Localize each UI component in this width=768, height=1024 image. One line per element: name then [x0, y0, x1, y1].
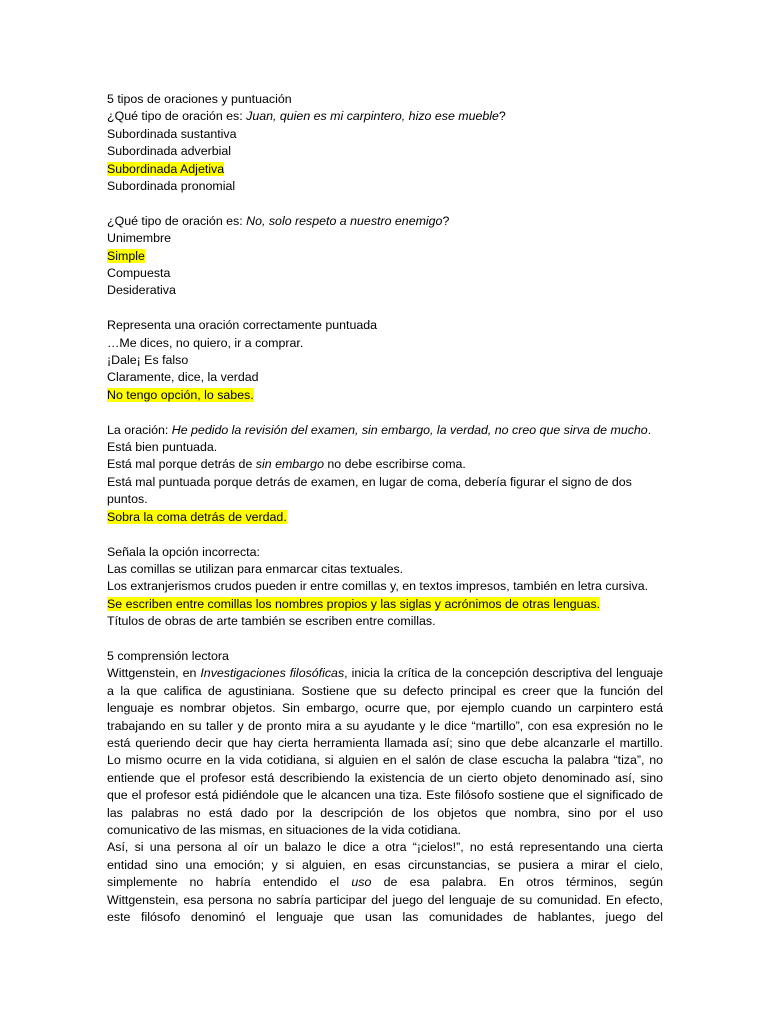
q3-option: ¡Dale¡ Es falso — [107, 353, 189, 368]
q5-option-answer: Se escriben entre comillas los nombres propios y las siglas y acrónimos de otras lenguas. — [107, 596, 601, 611]
paragraph-line: a la que califica de agustiniana. Sostiene que su defecto principal es creer que la función del — [107, 683, 663, 698]
q3-option: …Me dices, no quiero, ir a comprar. — [107, 335, 304, 350]
q5-option: Los extranjerismos crudos pueden ir entre comillas y, en textos impresos, también en letra cursiva. — [107, 579, 649, 594]
reading-paragraph — [107, 839, 663, 926]
q1-option: Subordinada sustantiva — [107, 126, 237, 141]
q3-option: Claramente, dice, la verdad — [107, 370, 259, 385]
paragraph-line: Wittgenstein, esa persona no sabría participar del juego del lenguaje de su comunidad. En efecto, — [107, 892, 663, 907]
q3-option-answer: No tengo opción, lo sabes. — [107, 387, 254, 402]
q4-option: Está mal puntuada porque detrás de examen, en lugar de coma, debería figurar el signo de dos — [107, 474, 632, 489]
q2-option: Unimembre — [107, 231, 172, 246]
paragraph-line: comunicativo de las mismas, en situaciones de la vida cotidiana. — [107, 822, 462, 837]
section-title: 5 tipos de oraciones y puntuación — [107, 92, 292, 106]
paragraph-line: simplemente no habría entendido el uso de esa palabra. En otros términos, según — [107, 875, 663, 890]
q4-option: Está mal porque detrás de sin embargo no debe escribirse coma. — [107, 457, 466, 472]
q4-option-continued: puntos. — [107, 492, 148, 507]
q1-option: Subordinada pronomial — [107, 179, 236, 194]
paragraph-line: las palabras no está dado por la descripción de los objetos que nombra, sino por el uso — [107, 805, 663, 820]
q2-option-answer: Simple — [107, 248, 145, 263]
document-page — [107, 91, 663, 926]
q5-option: Las comillas se utilizan para enmarcar citas textuales. — [107, 561, 404, 576]
paragraph-line: Así, si una persona al oír un balazo le dice a otra “¡cielos!”, no está representando una cierta — [107, 840, 663, 855]
q4-option: Está bien puntuada. — [107, 440, 218, 455]
q2-option: Desiderativa — [107, 283, 176, 298]
paragraph-line: Wittgenstein, en Investigaciones filosóficas, inicia la crítica de la concepción descriptiva del lenguaje — [107, 666, 663, 681]
paragraph-line: trabajando en su taller y de pronto mira a su ayudante y le dice “martillo”, con esa expresión no le — [107, 718, 663, 733]
question-4: La oración: He pedido la revisión del examen, sin embargo, la verdad, no creo que sirva de mucho. — [107, 422, 652, 437]
q4-option-answer: Sobra la coma detrás de verdad. — [107, 509, 287, 524]
paragraph-line: entidad sino una emoción; y si alguien, en esas circunstancias, se pusiera a mirar el cielo, — [107, 857, 663, 872]
question-2: ¿Qué tipo de oración es: No, solo respeto a nuestro enemigo? — [107, 213, 450, 228]
paragraph-line: Lo mismo ocurre en la vida cotidiana, si alguien en el salón de clase escucha la palabra “tiza”, no — [107, 753, 663, 768]
question-3: Representa una oración correctamente puntuada — [107, 318, 378, 333]
paragraph-line: entiende que el profesor está describiendo la existencia de un cierto objeto denominado así, sino — [107, 770, 663, 785]
section-title: 5 comprensión lectora — [107, 648, 229, 663]
reading-paragraph — [107, 665, 663, 839]
q1-option: Subordinada adverbial — [107, 144, 231, 159]
question-1: ¿Qué tipo de oración es: Juan, quien es mi carpintero, hizo ese mueble? — [107, 109, 506, 124]
q1-option-answer: Subordinada Adjetiva — [107, 161, 225, 176]
paragraph-line: que el profesor está pidiéndole que le alcancen una tiza. Este filósofo sostiene que el significado de — [107, 788, 663, 803]
paragraph-line: está queriendo decir que hay cierta herramienta llamada así; sino que debe alcanzarle el martillo. — [107, 735, 663, 750]
q5-option: Títulos de obras de arte también se escriben entre comillas. — [107, 614, 436, 629]
q2-option: Compuesta — [107, 266, 171, 281]
paragraph-line: lenguaje es nombrar objetos. Sin embargo, ocurre que, por ejemplo cuando un carpintero está — [107, 701, 663, 716]
question-5: Señala la opción incorrecta: — [107, 544, 260, 559]
paragraph-line: este filósofo denominó el lenguaje que usan las comunidades de hablantes, juego del — [107, 910, 663, 925]
